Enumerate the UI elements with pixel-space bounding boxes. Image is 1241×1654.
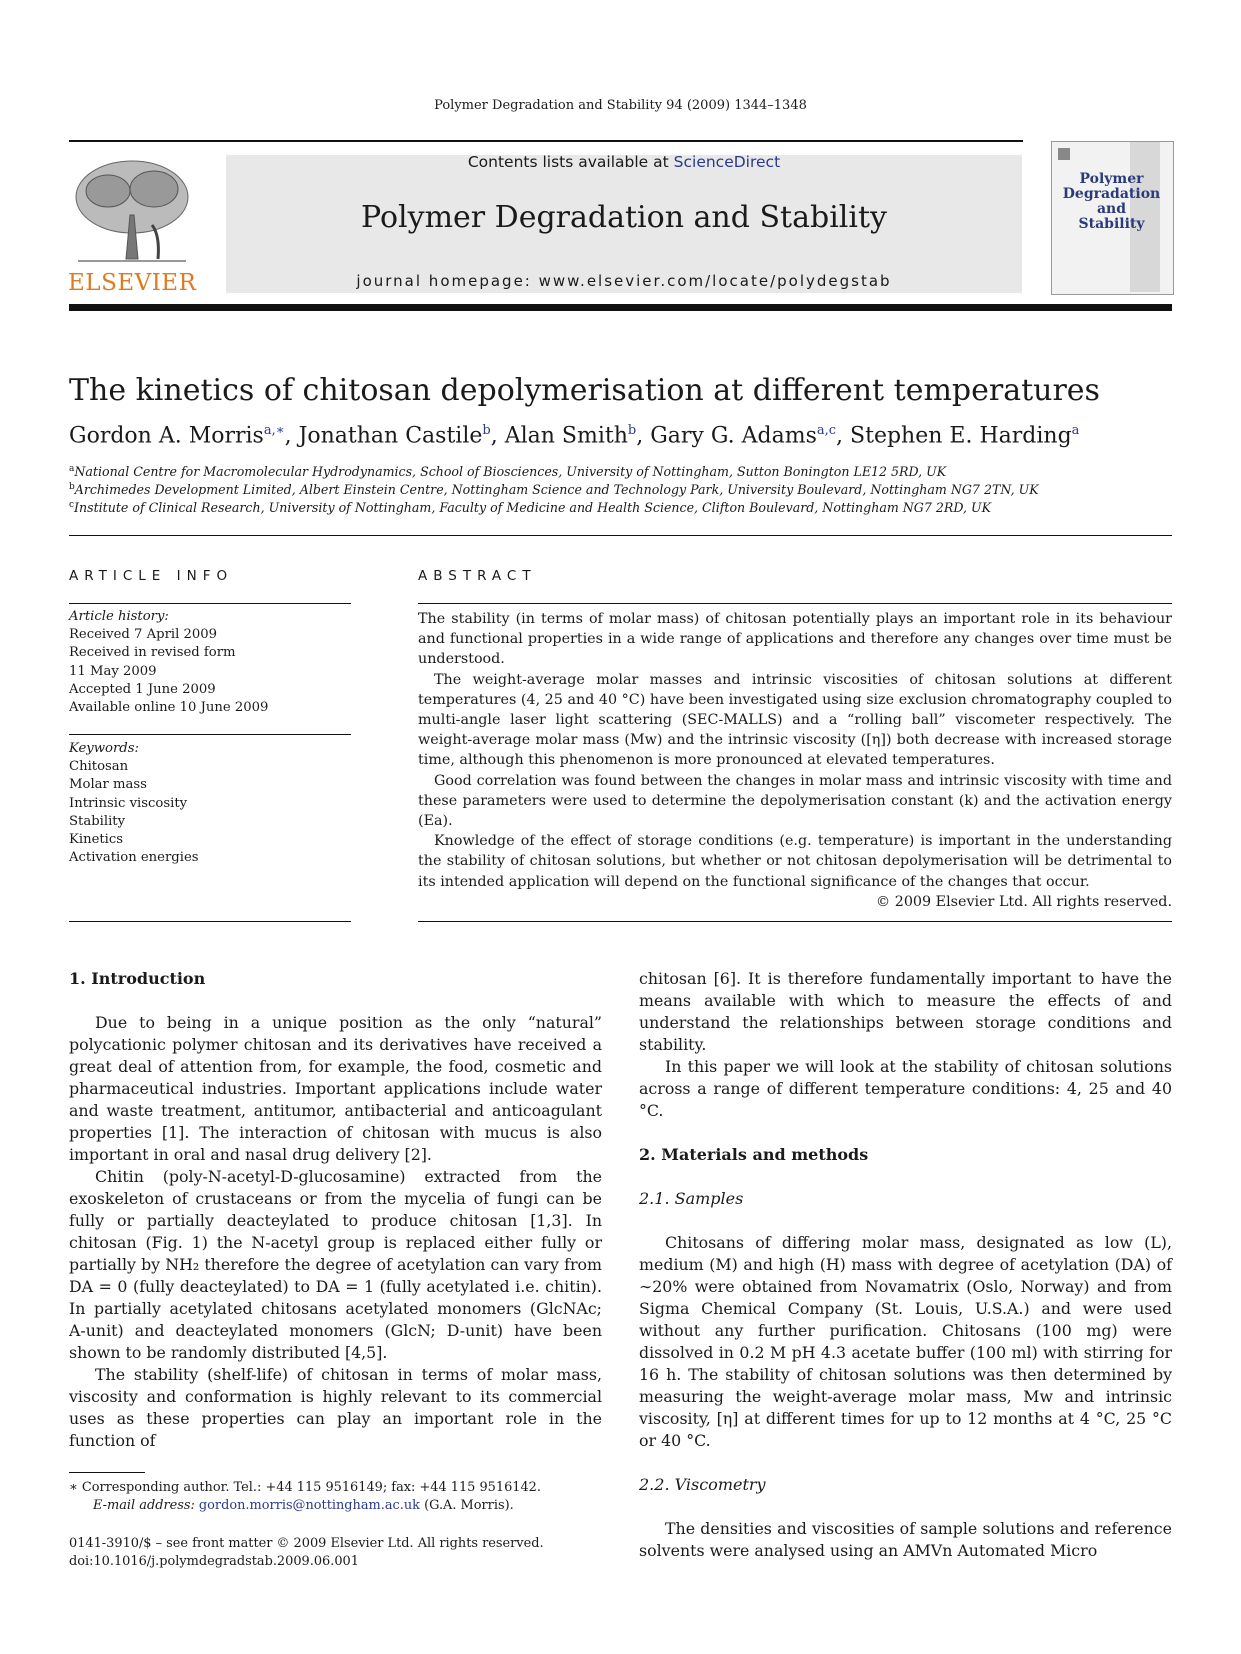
affiliation-rule [69,535,1172,536]
keywords-rule [69,734,351,735]
article-info-heading: ARTICLE INFO [69,568,234,584]
journal-reference: Polymer Degradation and Stability 94 (2009) 1344–1348 [434,98,807,113]
body-paragraph: The densities and viscosities of sample solutions and reference solvents were analysed using an AMVn Automated Micro [639,1519,1172,1560]
body-paragraph: The stability (shelf-life) of chitosan in terms of molar mass, viscosity and conformation is highly relevant to its commercial uses as these properties can play an important role in the function of [69,1365,602,1450]
article-title: The kinetics of chitosan depolymerisation at different temperatures [69,373,1100,408]
section-heading-methods: 2. Materials and methods [639,1145,869,1164]
subsection-heading-samples: 2.1. Samples [639,1189,744,1208]
abstract-rule [418,603,1172,604]
left-column [69,968,602,1452]
keyword: Intrinsic viscosity [69,795,188,811]
section-heading-introduction: 1. Introduction [69,969,206,988]
contents-prefix: Contents lists available at [467,153,674,171]
sciencedirect-link[interactable]: ScienceDirect [673,153,781,171]
subsection-heading-viscometry: 2.2. Viscometry [639,1475,766,1494]
cover-title: Polymer Degradation and Stability [1062,171,1161,232]
affiliation: $^b$Archimedes Development Limited, Albert Einstein Centre, Nottingham Science and Technology Park, University Boulevard, Nottingham NG7 2TN, UK [69,482,1039,498]
history-item: 11 May 2009 [69,663,157,679]
author-sup[interactable]: b [482,423,491,438]
author-list: Gordon A. Morris$^{a,∗}$, Jonathan Castile$^b$, Alan Smith$^b$, Gary G. Adams$^{a,c}$, Stephen E. Harding$^a$ [69,423,1080,449]
header-top-rule [69,140,1023,142]
abstract-paragraph: Good correlation was found between the changes in molar mass and intrinsic viscosity with time and these parameters were used to determine the depolymerisation constant (k) and the activation energy (Ea). [418,772,1172,830]
header-thick-rule [69,304,1172,311]
contents-line [226,153,1022,171]
email-label: E-mail address: [93,1498,199,1513]
author-name: Alan Smith [504,423,628,449]
article-info-rule [69,603,351,604]
right-column [639,968,1172,1562]
keywords-label: Keywords: [69,741,139,756]
keyword: Chitosan [69,759,129,775]
body-paragraph: In this paper we will look at the stability of chitosan solutions across a range of different temperature conditions: 4, 25 and 40 °C. [639,1057,1172,1120]
email-suffix: (G.A. Morris). [419,1498,514,1513]
abstract-body [418,609,1172,912]
affiliation: $^a$National Centre for Macromolecular Hydrodynamics, School of Biosciences, University of Nottingham, Sutton Bonington LE12 5RD, UK [69,464,947,480]
abstract-paragraph: The stability (in terms of molar mass) of chitosan potentially plays an important role in its behaviour and functional properties in a wide range of applications and therefore any changes over time must be understood. [418,611,1172,668]
author-name: Stephen E. Harding [850,423,1072,449]
issn-line: 0141-3910/$ – see front matter © 2009 Elsevier Ltd. All rights reserved. [69,1536,544,1551]
author-sup[interactable]: b [627,423,637,438]
author-name: Jonathan Castile [298,423,483,449]
publication-footer [69,1535,544,1571]
doi-line[interactable]: doi:10.1016/j.polymdegradstab.2009.06.001 [69,1554,359,1569]
history-label: Article history: [69,609,169,624]
keyword: Activation energies [69,850,199,866]
email-link[interactable]: gordon.morris@nottingham.ac.uk [198,1498,420,1513]
body-paragraph: chitosan [6]. It is therefore fundamentally important to have the means available with which to measure the effects of and understand the relationships between storage conditions and stability. [639,969,1172,1054]
author-name: Gary G. Adams [650,423,817,449]
email-line [69,1497,541,1515]
abstract-paragraph: The weight-average molar masses and intrinsic viscosities of chitosan solutions at different temperatures (4, 25 and 40 °C) have been investigated using size exclusion chromatography coupled to multi-angle laser light scattering (SEC-MALLS) and a “rolling ball” viscometer respectively. The weight-average molar mass (Mw) and the intrinsic viscosity ([η]) both decrease with increased storage time, although this phenomenon is more pronounced at elevated temperatures. [418,671,1172,769]
abstract-paragraph: Knowledge of the effect of storage conditions (e.g. temperature) is important in the understanding the stability of chitosan solutions, but whether or not chitosan depolymerisation will be detrimental to its intended application will depend on the functional significance of the changes that occur. [418,833,1172,890]
body-paragraph: Chitosans of differing molar mass, designated as low (L), medium (M) and high (H) mass with degree of acetylation (DA) of ∼20% were obtained from Novamatrix (Oslo, Norway) and from Sigma Chemical Company (St. Louis, U.S.A.) and were used without any further purification. Chitosans (100 mg) were dissolved in 0.2 M pH 4.3 acetate buffer (100 ml) with stirring for 16 h. The stability of chitosan solutions was then determined by measuring the weight-average molar mass, Mw and intrinsic viscosity, [η] at different times for up to 12 months at 4 °C, 25 °C or 40 °C. [639,1233,1172,1450]
journal-title: Polymer Degradation and Stability [361,200,887,235]
corresponding-author: ∗ Corresponding author. Tel.: +44 115 9516149; fax: +44 115 9516142. [69,1480,541,1495]
keyword: Kinetics [69,832,124,848]
elsevier-logo-text: ELSEVIER [68,270,197,296]
journal-homepage[interactable]: journal homepage: www.elsevier.com/locate/polydegstab [356,272,892,290]
author-sup[interactable]: a [1071,423,1080,438]
body-paragraph: Chitin (poly-N-acetyl-D-glucosamine) extracted from the exoskeleton of crustaceans or from the mycelia of fungi can be fully or partially deacteylated to produce chitosan [1,3]. In chitosan (Fig. 1) the N-acetyl group is replaced either fully or partially by NH₂ therefore the degree of acetylation can vary from DA = 0 (fully deacteylated) to DA = 1 (fully acetylated i.e. chitin). In partially acetylated chitosans acetylated monomers (GlcNAc; A-unit) and deacteylated monomers (GlcN; D-unit) have been shown to be randomly distributed [4,5]. [69,1167,602,1362]
history-item: Available online 10 June 2009 [69,700,269,716]
abstract-heading: ABSTRACT [418,568,537,584]
author-sup[interactable]: a,∗ [263,423,285,438]
body-paragraph: Due to being in a unique position as the only “natural” polycationic polymer chitosan and its derivatives have received a great deal of attention from, for example, the food, cosmetic and pharmaceutical industries. Important applications include water and waste treatment, antitumor, antibacterial and anticoagulant properties [1]. The interaction of chitosan with mucus is also important in oral and nasal drug delivery [2]. [69,1013,602,1164]
author-sup[interactable]: a,c [816,423,837,438]
history-item: Accepted 1 June 2009 [69,681,216,697]
article-info-bottom-rule [69,921,351,922]
history-item: Received 7 April 2009 [69,627,218,643]
history-item: Received in revised form [69,645,236,661]
abstract-copyright: © 2009 Elsevier Ltd. All rights reserved. [875,893,1172,910]
article-history [69,608,268,717]
corresponding-footnote [69,1479,541,1515]
keyword: Molar mass [69,777,147,793]
footnote-rule [69,1472,145,1473]
keyword: Stability [69,813,126,829]
abstract-bottom-rule [418,921,1172,922]
affiliation: $^c$Institute of Clinical Research, University of Nottingham, Faculty of Medicine and Health Science, Clifton Boulevard, Nottingham NG7 2RD, UK [69,500,992,516]
author-name: Gordon A. Morris [69,423,264,449]
keywords [69,740,199,867]
